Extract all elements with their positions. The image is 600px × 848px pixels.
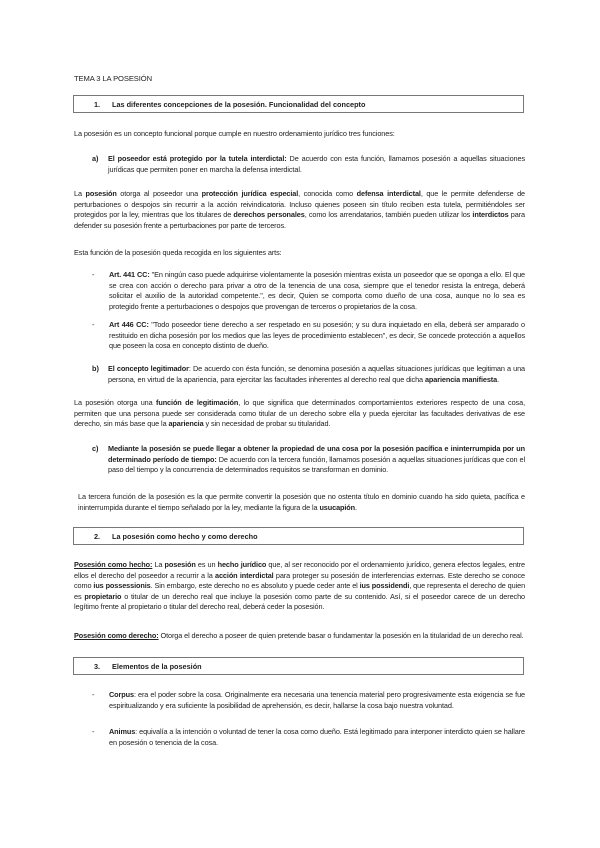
section-heading: Las diferentes concepciones de la posesión. Funcionalidad del concepto bbox=[112, 100, 366, 109]
bullet-dash: - bbox=[92, 320, 95, 329]
section-number: 2. bbox=[94, 532, 101, 541]
item-c-label: c) bbox=[92, 444, 99, 453]
item-c-text: Mediante la posesión se puede llegar a obtener la propiedad de una cosa por la posesión pacífica e ininterrumpida por un determinado período de tiempo: De acuerdo con la tercera función, llamamos posesión a aquellas situaciones jurídicas que con el paso del tiempo y la concurrencia de determinados requisitos se transforman en dominio. bbox=[108, 444, 525, 475]
section-heading: Elementos de la posesión bbox=[112, 662, 202, 671]
posesion-paragraph: La posesión otorga al poseedor una protección jurídica especial, conocida como defensa interdictal, que le permite defenderse de perturbaciones o despojos sin recurrir a la acción reivindicatoria. Incluso quienes poseen sin título reciben esta tutela, permitiéndoles ser protegidos por la ley, mientras que los titulares de derechos personales, como los arrendatarios, también pueden utilizar los interdictos para defender su posesión frente a perturbaciones por parte de terceros. bbox=[74, 189, 526, 230]
item-b-text: El concepto legitimador: De acuerdo con ésta función, se denomina posesión a aquellas situaciones jurídicas que legitiman a una persona, en virtud de la apariencia, para ejercitar las facultades inherentes al derecho real que dicha apariencia manifiesta. bbox=[108, 364, 525, 384]
corpus-text: Corpus: era el poder sobre la cosa. Originalmente era necesaria una tenencia material pero progresivamente esta exigencia se fue espiritualizando y era suficiente la posibilidad de aprehensión, es decir, hallarse la cosa bajo nuestra voluntad. bbox=[109, 690, 525, 710]
intro-paragraph: La posesión es un concepto funcional porque cumple en nuestro ordenamiento jurídico tres funciones: bbox=[74, 129, 395, 138]
art-441-text: Art. 441 CC: "En ningún caso puede adquirirse violentamente la posesión mientras exista un poseedor que se oponga a ello. El que se crea con acción o derecho para privar a otro de la tenencia de una cosa, siempre que el tenedor resista la entrega, deberá solicitar el auxilio de la autoridad competente.", es decir, Quien se comporta como dueño de una cosa, aunque no lo sea es protegido frente a perturbaciones o despojos que provengan de terceros o propietarios de la cosa. bbox=[109, 270, 525, 311]
bullet-dash: - bbox=[92, 727, 95, 736]
posesion-hecho-paragraph: Posesión como hecho: La posesión es un hecho jurídico que, al ser reconocido por el ordenamiento jurídico, genera efectos legales, entre ellos el derecho del poseedor a recurrir a la acción interdictal para proteger su posesión de interferencias externas. Este derecho se conoce como ius possessionis. Sin embargo, este derecho no es absoluto y puede ceder ante el ius possidendi, que representa el derecho de quien es propietario o titular de un derecho real que incluye la posesión como parte de su contenido. Así, si el poseedor carece de un derecho legítimo frente al propietario o titular del derecho real, deberá ceder la posesión. bbox=[74, 560, 526, 612]
section-number: 3. bbox=[94, 662, 101, 671]
arts-paragraph: Esta función de la posesión queda recogida en los siguientes arts: bbox=[74, 248, 282, 257]
bullet-dash: - bbox=[92, 690, 95, 699]
animus-text: Animus: equivalía a la intención o voluntad de tener la cosa como dueño. Está legitimado para interponer interdicto quien se hallare en posesión o tenencia de la cosa. bbox=[109, 727, 525, 747]
section-2-header bbox=[73, 527, 524, 545]
item-a-text: El poseedor está protegido por la tutela interdictal: De acuerdo con esta función, llamamos posesión a aquellas situaciones jurídicas que permiten poner en marcha la defensa interdictal. bbox=[108, 154, 526, 174]
posesion-derecho-paragraph: Posesión como derecho: Otorga el derecho a poseer de quien pretende basar o fundamentar la posesión en la titularidad de un derecho real. bbox=[74, 631, 524, 640]
legitimacion-paragraph: La posesión otorga una función de legitimación, lo que significa que determinados comportamientos exteriores respecto de una cosa, permiten que una persona puede ser considerada como titular de un derecho sobre ella y pueda ejercitar las facultades derivativas de ese derecho, sin más base que la apariencia y sin necesidad de probar su titularidad. bbox=[74, 398, 525, 429]
tercera-paragraph: La tercera función de la posesión es la que permite convertir la posesión que no ostenta título en dominio cuando ha sido quieta, pacífica e ininterrumpida durante el tiempo señalado por la ley, mediante la figura de la usucapión. bbox=[78, 492, 525, 512]
bullet-dash: - bbox=[92, 270, 95, 279]
item-a-label: a) bbox=[92, 154, 99, 163]
section-heading: La posesión como hecho y como derecho bbox=[112, 532, 258, 541]
item-b-label: b) bbox=[92, 364, 99, 373]
document-title: TEMA 3 LA POSESIÓN bbox=[74, 74, 152, 83]
section-3-header bbox=[73, 657, 524, 675]
section-number: 1. bbox=[94, 100, 101, 109]
art-446-text: Art 446 CC: "Todo poseedor tiene derecho a ser respetado en su posesión; y su dura inquietado en ella, deberá ser amparado o restituido en dicha posesión por los medios que las leyes de procedimiento establecen", es decir, Se concede protección a aquellos que poseen la cosa en concepto distinto de dueño. bbox=[109, 320, 526, 351]
section-1-header bbox=[73, 95, 524, 113]
